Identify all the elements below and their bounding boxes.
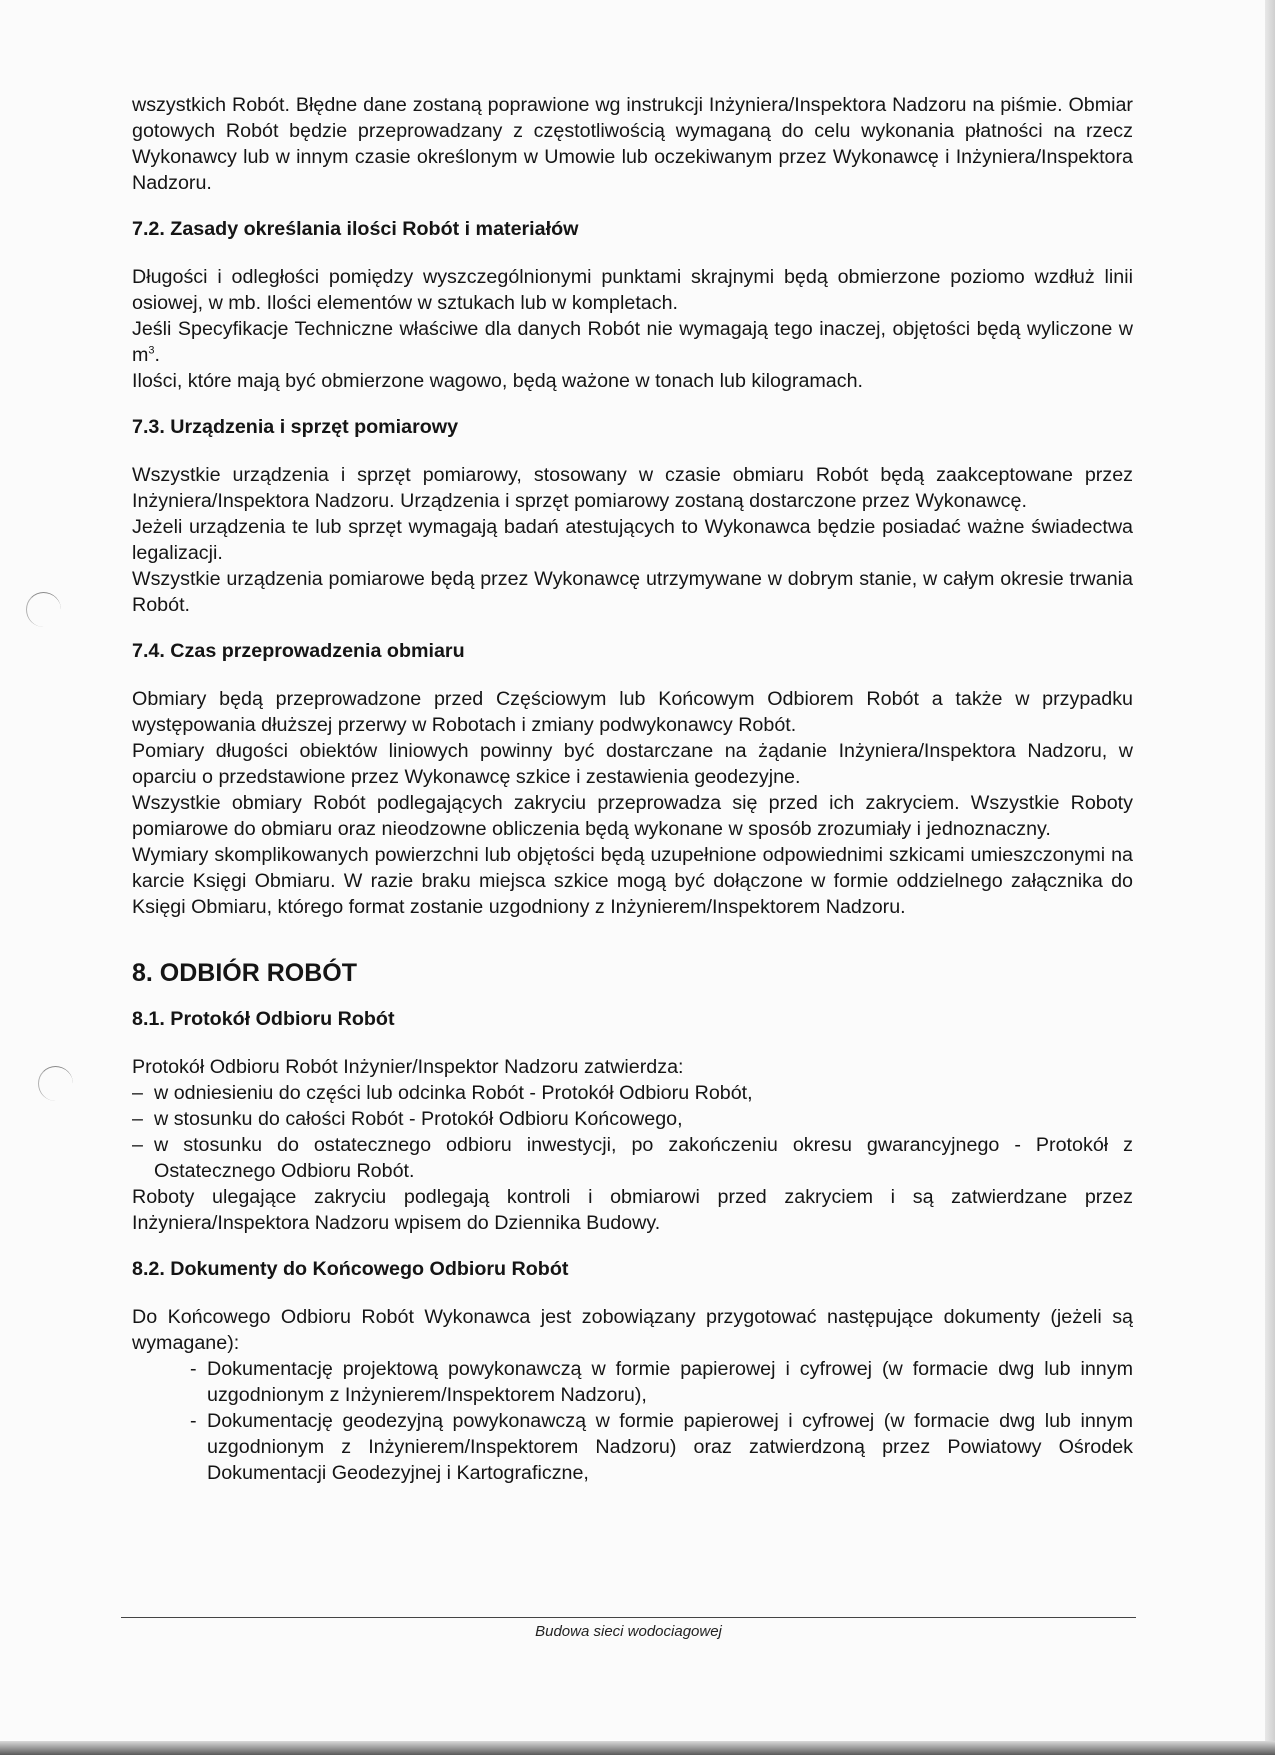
list-item bbox=[190, 1408, 1133, 1486]
section-7-3-body bbox=[132, 462, 1133, 618]
paragraph: Do Końcowego Odbioru Robót Wykonawca jest zobowiązany przygotować następujące dokumenty (jeżeli są wymagane): bbox=[132, 1306, 1133, 1354]
paragraph: Ilości, które mają być obmierzone wagowo, będą ważone w tonach lub kilogramach. bbox=[132, 370, 864, 392]
punch-hole-mark bbox=[38, 1066, 73, 1101]
heading-7-3: 7.3. Urządzenia i sprzęt pomiarowy bbox=[132, 416, 459, 438]
paragraph: Pomiary długości obiektów liniowych powinny być dostarczane na żądanie Inżyniera/Inspektora Nadzoru, w oparciu o przedstawione przez Wykonawcę szkice i zestawienia geodezyjne. bbox=[132, 740, 1133, 788]
list-item-text: w stosunku do całości Robót - Protokół Odbioru Końcowego, bbox=[154, 1108, 683, 1130]
list-marker: - bbox=[190, 1358, 197, 1380]
paragraph-text: Jeśli Specyfikacje Techniczne właściwe dla danych Robót nie wymagają tego inaczej, objętości będą wyliczone w m bbox=[132, 318, 1133, 366]
list-item bbox=[190, 1356, 1133, 1408]
paragraph-end: . bbox=[154, 344, 161, 366]
document-body bbox=[132, 92, 1133, 1486]
superscript: 3 bbox=[148, 344, 155, 357]
paragraph: Jeżeli urządzenia te lub sprzęt wymagają badań atestujących to Wykonawca będzie posiadać ważne świadectwa legalizacji. bbox=[132, 516, 1133, 564]
list-item bbox=[132, 1080, 1133, 1106]
paragraph: Roboty ulegające zakryciu podlegają kontroli i obmiarowi przed zakryciem i są zatwierdzane przez Inżyniera/Inspektora Nadzoru wpisem do Dziennika Budowy. bbox=[132, 1186, 1133, 1234]
list-item bbox=[132, 1106, 1133, 1132]
section-8-1-body bbox=[132, 1054, 1133, 1236]
paragraph: Wszystkie urządzenia pomiarowe będą przez Wykonawcę utrzymywane w dobrym stanie, w całym okresie trwania Robót. bbox=[132, 568, 1133, 616]
list-item-text: Dokumentację geodezyjną powykonawczą w formie papierowej i cyfrowej (w formacie dwg lub innym uzgodnionym z Inżynierem/Inspektorem Nadzoru) oraz zatwierdzoną przez Powiatowy Ośrodek Dokumentacji Geodezyjnej i Kartograficzne, bbox=[207, 1410, 1133, 1484]
footer-divider bbox=[121, 1617, 1136, 1618]
list-item-text: Dokumentację projektową powykonawczą w formie papierowej i cyfrowej (w formacie dwg lub innym uzgodnionym z Inżynierem/Inspektorem Nadzoru), bbox=[207, 1358, 1133, 1406]
list-marker: - bbox=[190, 1410, 197, 1432]
section-8-2-body bbox=[132, 1304, 1133, 1486]
list-marker: – bbox=[132, 1108, 143, 1130]
paragraph: Wszystkie urządzenia i sprzęt pomiarowy, stosowany w czasie obmiaru Robót będą zaakceptowane przez Inżyniera/Inspektora Nadzoru. Urządzenia i sprzęt pomiarowy zostaną dostarczone przez Wykonawcę. bbox=[132, 464, 1133, 512]
punch-hole-mark bbox=[26, 592, 61, 627]
list-item-text: w stosunku do ostatecznego odbioru inwestycji, po zakończeniu okresu gwarancyjnego - Protokół z Ostatecznego Odbioru Robót. bbox=[154, 1134, 1133, 1182]
section-7-2-body bbox=[132, 264, 1133, 394]
scan-bottom-edge bbox=[0, 1741, 1275, 1755]
paragraph: Protokół Odbioru Robót Inżynier/Inspektor Nadzoru zatwierdza: bbox=[132, 1056, 684, 1078]
heading-8: 8. ODBIÓR ROBÓT bbox=[132, 959, 358, 987]
list-item bbox=[132, 1132, 1133, 1184]
list-marker: – bbox=[132, 1134, 143, 1156]
heading-7-4: 7.4. Czas przeprowadzenia obmiaru bbox=[132, 640, 465, 662]
paragraph: Długości i odległości pomiędzy wyszczególnionymi punktami skrajnymi będą obmierzone poziomo wzdłuż linii osiowej, w mb. Ilości elementów w sztukach lub w kompletach. bbox=[132, 266, 1133, 314]
section-7-intro-paragraph: wszystkich Robót. Błędne dane zostaną poprawione wg instrukcji Inżyniera/Inspektora Nadzoru na piśmie. Obmiar gotowych Robót będzie przeprowadzany z częstotliwością wymaganą do celu wykonania płatności na rzecz Wykonawcy lub w innym czasie określonym w Umowie lub oczekiwanym przez Wykonawcę i Inżyniera/Inspektora Nadzoru. bbox=[132, 94, 1133, 194]
paragraph: Wszystkie obmiary Robót podlegających zakryciu przeprowadza się przed ich zakryciem. Wszystkie Roboty pomiarowe do obmiaru oraz nieodzowne obliczenia będą wykonane w sposób zrozumiały i jednoznaczny. bbox=[132, 792, 1133, 840]
paragraph: Wymiary skomplikowanych powierzchni lub objętości będą uzupełnione odpowiednimi szkicami umieszczonymi na karcie Księgi Obmiaru. W razie braku miejsca szkice mogą być dołączone w formie oddzielnego załącznika do Księgi Obmiaru, którego format zostanie uzgodniony z Inżynierem/Inspektorem Nadzoru. bbox=[132, 844, 1133, 918]
paragraph-volume bbox=[132, 316, 1133, 368]
scan-right-edge bbox=[1265, 0, 1275, 1755]
paragraph: Obmiary będą przeprowadzone przed Częściowym lub Końcowym Odbiorem Robót a także w przypadku występowania dłuższej przerwy w Robotach i zmiany podwykonawcy Robót. bbox=[132, 688, 1133, 736]
heading-7-2: 7.2. Zasady określania ilości Robót i materiałów bbox=[132, 218, 579, 240]
heading-8-2: 8.2. Dokumenty do Końcowego Odbioru Robót bbox=[132, 1258, 569, 1280]
page-footer: Budowa sieci wodociagowej bbox=[535, 1623, 722, 1640]
list-item-text: w odniesieniu do części lub odcinka Robót - Protokół Odbioru Robót, bbox=[154, 1082, 753, 1104]
section-7-4-body bbox=[132, 686, 1133, 920]
heading-8-1: 8.1. Protokół Odbioru Robót bbox=[132, 1008, 395, 1030]
list-marker: – bbox=[132, 1082, 143, 1104]
